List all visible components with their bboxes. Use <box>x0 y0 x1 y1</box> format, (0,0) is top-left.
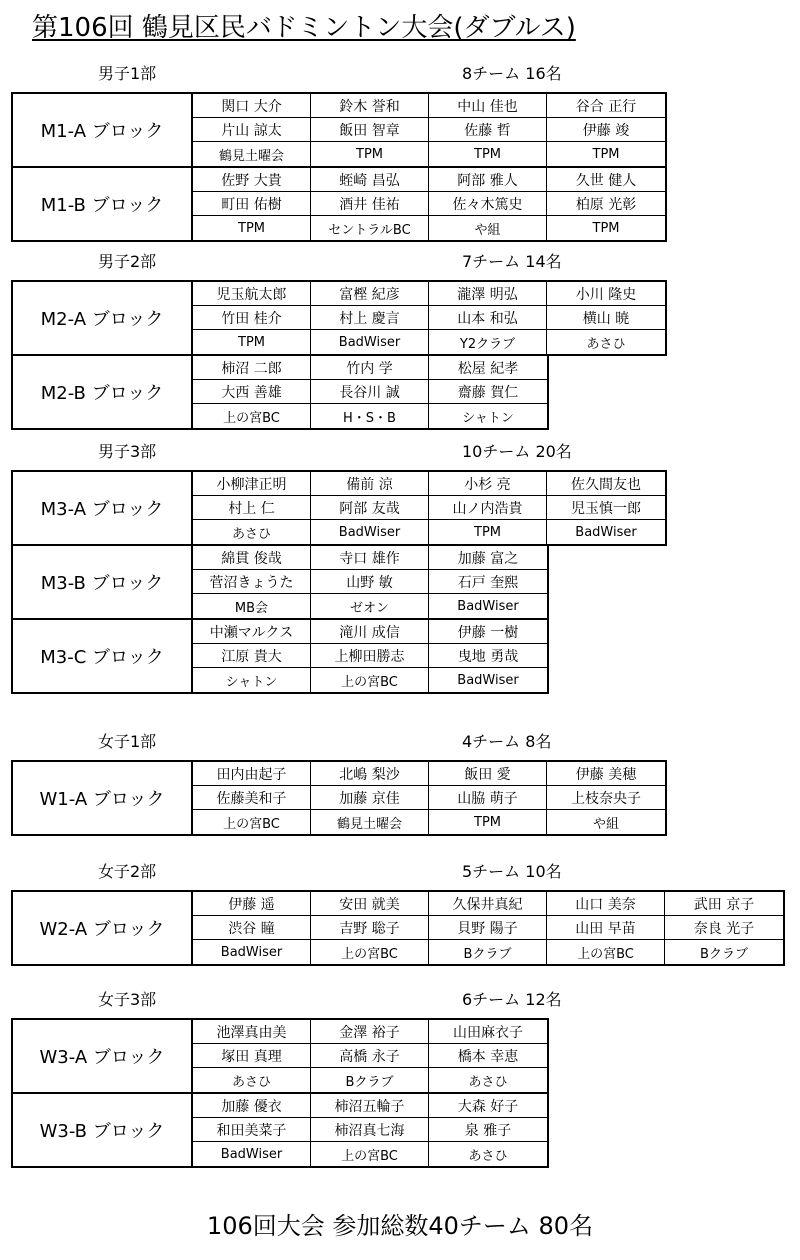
player-name: 大森 好子 <box>429 1094 547 1118</box>
player-name: 奈良 光子 <box>665 916 783 940</box>
club-name: あさひ <box>586 336 626 352</box>
club-name: 鶴見土曜会 <box>218 148 284 164</box>
club-name: MB会 <box>234 600 269 616</box>
player-name: 綿貫 俊哉 <box>193 546 310 570</box>
club-name: TPM <box>474 524 501 540</box>
player-name: 菅沼きょうた <box>193 570 310 594</box>
club-name: BadWiser <box>338 524 401 540</box>
block-label: W1-A ブロック <box>13 762 193 834</box>
division-count: 10チーム 20名 <box>462 442 572 461</box>
team-column <box>547 282 665 356</box>
player-name: 金澤 裕子 <box>311 1020 428 1044</box>
team-column <box>429 472 547 546</box>
block-table <box>11 618 549 694</box>
division-count: 5チーム 10名 <box>462 862 562 881</box>
player-name: 長谷川 誠 <box>311 380 428 404</box>
player-name: 上枝奈央子 <box>547 786 665 810</box>
club-name: TPM <box>592 146 620 162</box>
player-name: 松屋 紀孝 <box>429 356 547 380</box>
club-name: TPM <box>238 334 265 350</box>
club-name: Y2クラブ <box>459 336 516 352</box>
player-name: 中瀬マルクス <box>193 620 310 644</box>
block-label: M2-B ブロック <box>13 356 193 428</box>
player-name: 久保井真紀 <box>429 892 546 916</box>
club-name: TPM <box>592 220 620 236</box>
player-name: 伊藤 美穂 <box>547 762 665 786</box>
player-name: 富樫 紀彦 <box>311 282 428 306</box>
club-name: 鶴見土曜会 <box>336 816 402 832</box>
division-name: 男子1部 <box>98 64 157 83</box>
player-name: 備前 涼 <box>311 472 428 496</box>
block-table <box>11 890 785 966</box>
player-name: 江原 貴大 <box>193 644 310 668</box>
club-name: や組 <box>592 816 619 832</box>
club-name: 上の宮BC <box>223 410 280 426</box>
player-name: 山田麻衣子 <box>429 1020 547 1044</box>
page-title: 第106回 鶴見区民バドミントン大会(ダブルス) <box>32 13 576 43</box>
block-label: W3-B ブロック <box>13 1094 193 1166</box>
team-column <box>193 94 311 168</box>
block-label: M3-A ブロック <box>13 472 193 544</box>
block-label: M2-A ブロック <box>13 282 193 354</box>
player-name: 曳地 勇哉 <box>429 644 547 668</box>
club-name: ゼオン <box>349 600 389 616</box>
team-column <box>311 1020 429 1094</box>
team-column <box>311 94 429 168</box>
team-column <box>193 282 311 356</box>
club-name: BadWiser <box>575 524 637 540</box>
club-name: 上の宮BC <box>577 946 634 962</box>
player-name: 児玉航太郎 <box>193 282 310 306</box>
player-name: 伊藤 一樹 <box>429 620 547 644</box>
player-name: 石戸 奎熙 <box>429 570 547 594</box>
player-name: 山口 美奈 <box>547 892 664 916</box>
team-column <box>429 356 547 430</box>
player-name: 山ノ内浩貴 <box>429 496 546 520</box>
block-label: M3-C ブロック <box>13 620 193 692</box>
division-name: 女子1部 <box>98 732 157 751</box>
team-column <box>429 94 547 168</box>
club-name: BadWiser <box>220 1146 283 1162</box>
team-column <box>547 168 665 242</box>
player-name: 柿沼 二郎 <box>193 356 310 380</box>
player-name: 山野 敏 <box>311 570 428 594</box>
division-count: 6チーム 12名 <box>462 990 562 1009</box>
player-name: 関口 大介 <box>193 94 310 118</box>
club-name: TPM <box>474 146 501 162</box>
player-name: 横山 暁 <box>547 306 665 330</box>
player-name: 山脇 萌子 <box>429 786 546 810</box>
team-column <box>193 356 311 430</box>
team-column <box>429 282 547 356</box>
player-name: 池澤真由美 <box>193 1020 310 1044</box>
player-name: 北嶋 梨沙 <box>311 762 428 786</box>
team-column <box>311 1094 429 1168</box>
block-table <box>11 354 549 430</box>
team-column <box>193 892 311 966</box>
team-column <box>311 472 429 546</box>
player-name: 柏原 光彰 <box>547 192 665 216</box>
block-label: W3-A ブロック <box>13 1020 193 1092</box>
player-name: 飯田 愛 <box>429 762 546 786</box>
player-name: 柿沼真七海 <box>311 1118 428 1142</box>
player-name: 村上 仁 <box>193 496 310 520</box>
player-name: 寺口 雄作 <box>311 546 428 570</box>
division-name: 女子3部 <box>98 990 157 1009</box>
player-name: 佐野 大貴 <box>193 168 310 192</box>
player-name: 大西 善雄 <box>193 380 310 404</box>
player-name: 泉 雅子 <box>429 1118 547 1142</box>
club-name: H・S・B <box>343 410 396 426</box>
club-name: TPM <box>474 814 501 830</box>
player-name: 安田 就美 <box>311 892 428 916</box>
player-name: 佐藤美和子 <box>193 786 310 810</box>
club-name: BadWiser <box>457 672 519 688</box>
player-name: 久世 健人 <box>547 168 665 192</box>
player-name: 橋本 幸恵 <box>429 1044 547 1068</box>
player-name: 佐久間友也 <box>547 472 665 496</box>
division-name: 男子2部 <box>98 252 157 271</box>
club-name: あさひ <box>231 1074 271 1090</box>
player-name: 伊藤 竣 <box>547 118 665 142</box>
club-name: シャトン <box>462 410 514 426</box>
player-name: 瀧澤 明弘 <box>429 282 546 306</box>
team-column <box>193 472 311 546</box>
team-column <box>311 168 429 242</box>
player-name: 谷合 正行 <box>547 94 665 118</box>
team-column <box>547 762 665 836</box>
block-label: W2-A ブロック <box>13 892 193 964</box>
player-name: 伊藤 遥 <box>193 892 310 916</box>
player-name: 竹内 学 <box>311 356 428 380</box>
team-column <box>429 620 547 694</box>
player-name: 蛭崎 昌弘 <box>311 168 428 192</box>
team-column <box>311 620 429 694</box>
team-column <box>311 282 429 356</box>
team-column <box>193 1094 311 1168</box>
block-table <box>11 1018 549 1094</box>
team-column <box>193 1020 311 1094</box>
club-name: BadWiser <box>338 334 401 350</box>
block-table <box>11 1092 549 1168</box>
block-label: M1-A ブロック <box>13 94 193 166</box>
team-column <box>311 892 429 966</box>
player-name: 阿部 雅人 <box>429 168 546 192</box>
block-table <box>11 544 549 620</box>
player-name: 酒井 佳祐 <box>311 192 428 216</box>
team-column <box>311 762 429 836</box>
team-column <box>665 892 783 966</box>
team-column <box>429 1020 547 1094</box>
club-name: Bクラブ <box>345 1074 394 1090</box>
player-name: 児玉慎一郎 <box>547 496 665 520</box>
team-column <box>193 620 311 694</box>
player-name: 山本 和弘 <box>429 306 546 330</box>
player-name: 小柳津正明 <box>193 472 310 496</box>
club-name: あさひ <box>231 526 271 542</box>
player-name: 貝野 陽子 <box>429 916 546 940</box>
player-name: 滝川 成信 <box>311 620 428 644</box>
division-name: 男子3部 <box>98 442 157 461</box>
division-count: 8チーム 16名 <box>462 64 562 83</box>
team-column <box>311 356 429 430</box>
player-name: 加藤 富之 <box>429 546 547 570</box>
team-column <box>193 168 311 242</box>
club-name: あさひ <box>468 1148 508 1164</box>
player-name: 塚田 真理 <box>193 1044 310 1068</box>
player-name: 武田 京子 <box>665 892 783 916</box>
club-name: 上の宮BC <box>341 674 398 690</box>
club-name: あさひ <box>468 1074 508 1090</box>
division-count: 7チーム 14名 <box>462 252 562 271</box>
grand-total: 106回大会 参加総数40チーム 80名 <box>206 1212 594 1240</box>
club-name: BadWiser <box>220 944 283 960</box>
block-table <box>11 760 667 836</box>
club-name: TPM <box>238 220 265 236</box>
player-name: 片山 諒太 <box>193 118 310 142</box>
player-name: 竹田 桂介 <box>193 306 310 330</box>
block-table <box>11 280 667 356</box>
club-name: 上の宮BC <box>341 946 398 962</box>
player-name: 小川 隆史 <box>547 282 665 306</box>
player-name: 高橋 永子 <box>311 1044 428 1068</box>
player-name: 飯田 智章 <box>311 118 428 142</box>
team-column <box>193 546 311 620</box>
club-name: TPM <box>356 146 383 162</box>
player-name: 柿沼五輪子 <box>311 1094 428 1118</box>
player-name: 阿部 友哉 <box>311 496 428 520</box>
player-name: 佐藤 哲 <box>429 118 546 142</box>
club-name: 上の宮BC <box>341 1148 398 1164</box>
club-name: BadWiser <box>457 598 519 614</box>
player-name: 鈴木 誉和 <box>311 94 428 118</box>
block-label: M1-B ブロック <box>13 168 193 240</box>
player-name: 渋谷 瞳 <box>193 916 310 940</box>
player-name: 加藤 優衣 <box>193 1094 310 1118</box>
team-column <box>547 472 665 546</box>
block-table <box>11 92 667 168</box>
block-table <box>11 470 667 546</box>
player-name: 田内由起子 <box>193 762 310 786</box>
club-name: 上の宮BC <box>223 816 280 832</box>
club-name: シャトン <box>225 674 278 690</box>
player-name: 吉野 聡子 <box>311 916 428 940</box>
club-name: セントラルBC <box>328 222 411 238</box>
team-column <box>311 546 429 620</box>
team-column <box>429 892 547 966</box>
team-column <box>429 1094 547 1168</box>
player-name: 小杉 亮 <box>429 472 546 496</box>
player-name: 上柳田勝志 <box>311 644 428 668</box>
team-column <box>429 546 547 620</box>
player-name: 中山 佳也 <box>429 94 546 118</box>
block-table <box>11 166 667 242</box>
player-name: 和田美菜子 <box>193 1118 310 1142</box>
player-name: 加藤 京佳 <box>311 786 428 810</box>
division-name: 女子2部 <box>98 862 157 881</box>
team-column <box>547 892 665 966</box>
club-name: や組 <box>474 222 501 238</box>
player-name: 町田 佑樹 <box>193 192 310 216</box>
team-column <box>429 168 547 242</box>
block-label: M3-B ブロック <box>13 546 193 618</box>
player-name: 村上 慶言 <box>311 306 428 330</box>
division-count: 4チーム 8名 <box>462 732 552 751</box>
club-name: Bクラブ <box>463 946 512 962</box>
player-name: 山田 早苗 <box>547 916 664 940</box>
team-column <box>429 762 547 836</box>
club-name: Bクラブ <box>700 946 748 962</box>
player-name: 齋藤 賀仁 <box>429 380 547 404</box>
team-column <box>547 94 665 168</box>
team-column <box>193 762 311 836</box>
player-name: 佐々木篤史 <box>429 192 546 216</box>
